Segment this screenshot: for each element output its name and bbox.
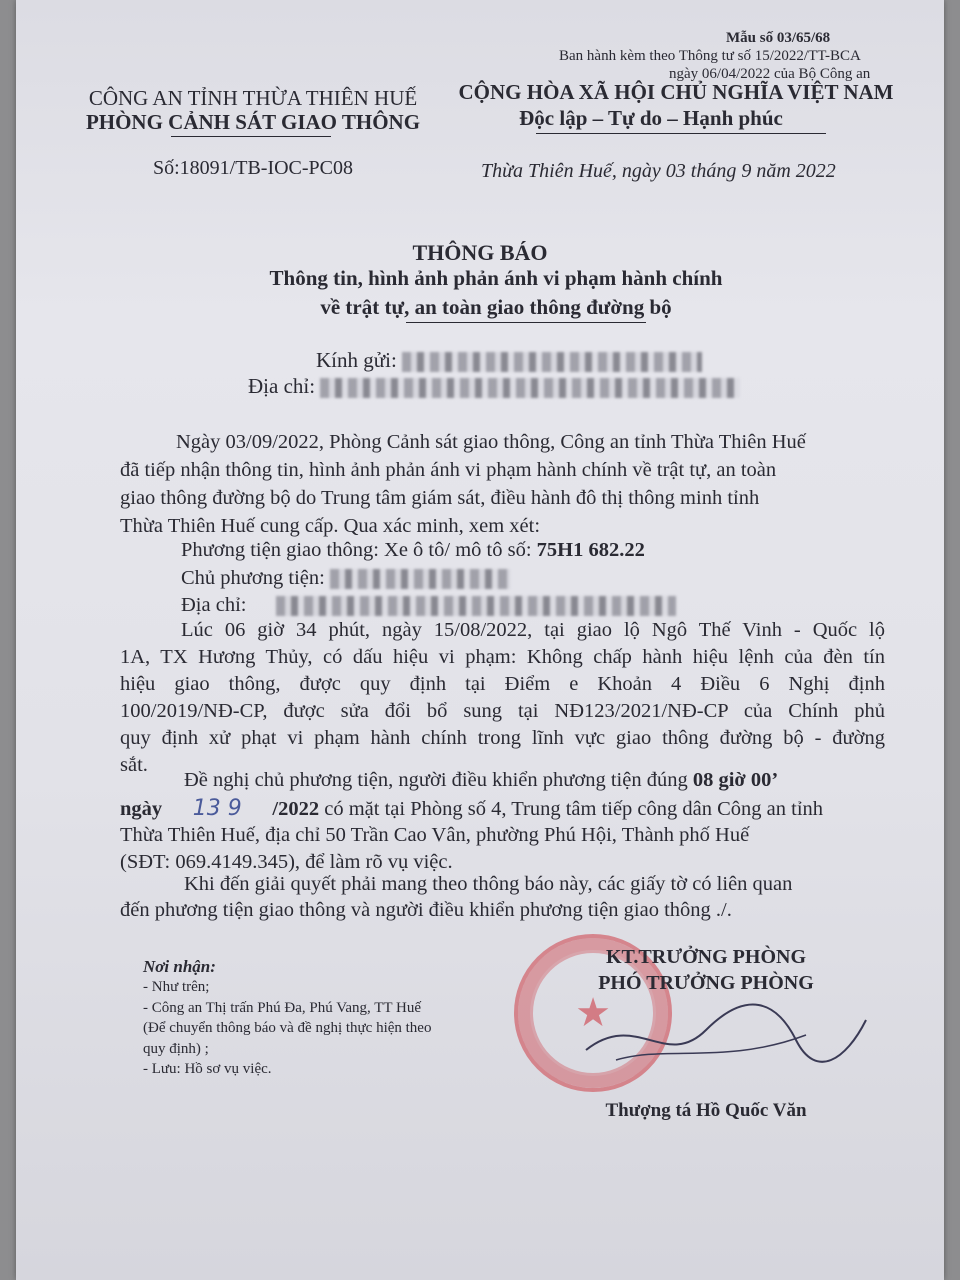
doc-subtitle-2: về trật tự, an toàn giao thông đường bộ	[320, 295, 672, 319]
closing-line-2: đến phương tiện giao thông và người điều khiển phương tiện giao thông ./.	[120, 899, 732, 921]
intro-line-2: đã tiếp nhận thông tin, hình ảnh phản ánh vi phạm hành chính về trật tự, an toàn	[120, 459, 777, 481]
title-underline	[406, 322, 646, 323]
recipients-heading: Nơi nhận:	[143, 957, 216, 976]
intro-line-3: giao thông đường bộ do Trung tâm giám sát, điều hành đô thị thông minh tỉnh	[120, 487, 760, 509]
recipient-item: - Lưu: Hồ sơ vụ việc.	[143, 1061, 272, 1077]
request-text: Đề nghị chủ phương tiện, người điều khiển phương tiện đúng	[184, 769, 688, 791]
owner-label: Chủ phương tiện:	[181, 567, 325, 589]
license-plate: 75H1 682.22	[536, 539, 645, 561]
form-issued-with: Ban hành kèm theo Thông tư số 15/2022/TT-BCA	[559, 48, 861, 64]
stamp-star-icon: ★	[575, 990, 611, 1035]
intro-line-1: Ngày 03/09/2022, Phòng Cảnh sát giao thông, Công an tỉnh Thừa Thiên Huế	[176, 431, 806, 453]
request-line-2	[120, 794, 823, 824]
request-day-label: ngày	[120, 798, 163, 820]
recipient-item: quy định) ;	[143, 1040, 209, 1057]
recipient-address-label: Địa chỉ:	[248, 374, 316, 398]
redacted-owner-address	[276, 596, 676, 616]
vehicle-label: Phương tiện giao thông: Xe ô tô/ mô tô số:	[181, 539, 532, 561]
signature-title-2: PHÓ TRƯỞNG PHÒNG	[598, 972, 814, 994]
redacted-recipient-address	[320, 378, 740, 398]
org-line2: PHÒNG CẢNH SÁT GIAO THÔNG	[85, 110, 421, 134]
form-issued-date: ngày 06/04/2022 của Bộ Công an	[669, 66, 871, 82]
request-line-4: (SĐT: 069.4149.345), để làm rõ vụ việc.	[120, 851, 453, 873]
violation-line-6: sắt.	[120, 754, 148, 776]
doc-subtitle-1: Thông tin, hình ảnh phản ánh vi phạm hành chính	[269, 266, 723, 290]
owner-address-label: Địa chỉ:	[181, 594, 247, 616]
intro-line-4: Thừa Thiên Huế cung cấp. Qua xác minh, xem xét:	[120, 515, 541, 537]
request-location: có mặt tại Phòng số 4, Trung tâm tiếp công dân Công an tỉnh	[324, 798, 824, 820]
recipient-item: - Như trên;	[143, 979, 210, 995]
doc-title: THÔNG BÁO	[412, 240, 548, 265]
recipient-line	[316, 348, 702, 373]
recipient-address-line	[248, 374, 740, 399]
signature-scribble	[576, 990, 876, 1080]
form-number: Mẫu số 03/65/68	[726, 30, 831, 46]
recipient-item: - Công an Thị trấn Phú Đa, Phú Vang, TT Huế	[143, 999, 422, 1016]
handwritten-date: 13 9	[192, 796, 242, 821]
violation-line-1: Lúc 06 giờ 34 phút, ngày 15/08/2022, tại giao lộ Ngô Thế Vinh - Quốc lộ	[181, 619, 885, 641]
violation-line-2: 1A, TX Hương Thủy, có dấu hiệu vi phạm: Không chấp hành hiệu lệnh của đèn tín	[120, 646, 885, 668]
recipients-list	[143, 977, 431, 1080]
request-time: 08 giờ 00’	[692, 769, 779, 791]
place-date: Thừa Thiên Huế, ngày 03 tháng 9 năm 2022	[481, 160, 836, 182]
closing-line-1: Khi đến giải quyết phải mang theo thông báo này, các giấy tờ có liên quan	[184, 873, 793, 895]
redacted-recipient	[402, 352, 702, 372]
violation-line-3: hiệu giao thông, được quy định tại Điểm e Khoản 4 Điều 6 Nghị định	[120, 673, 885, 695]
owner-line	[181, 564, 510, 593]
signer-name: Thượng tá Hồ Quốc Văn	[605, 1100, 807, 1121]
doc-number: Số:18091/TB-IOC-PC08	[152, 157, 354, 179]
request-line-3: Thừa Thiên Huế, địa chỉ 50 Trần Cao Vân, phường Phú Hội, Thành phố Huế	[120, 824, 750, 846]
org-line1: CÔNG AN TỈNH THỪA THIÊN HUẾ	[88, 86, 418, 110]
motto-underline	[536, 133, 826, 134]
recipient-item: (Để chuyển thông báo và đề nghị thực hiện theo	[143, 1020, 432, 1036]
request-line-1	[184, 766, 778, 795]
motto: Độc lập – Tự do – Hạnh phúc	[519, 106, 783, 130]
recipient-label: Kính gửi:	[316, 348, 397, 372]
violation-line-4: 100/2019/NĐ-CP, được sửa đổi bổ sung tại NĐ123/2021/NĐ-CP của Chính phủ	[120, 700, 885, 722]
nation-title: CỘNG HÒA XÃ HỘI CHỦ NGHĨA VIỆT NAM	[458, 80, 894, 104]
request-year: /2022	[272, 798, 320, 820]
violation-line-5: quy định xử phạt vi phạm hành chính trong lĩnh vực giao thông đường bộ - đường	[120, 727, 885, 749]
signature-title-1: KT.TRƯỞNG PHÒNG	[606, 946, 806, 968]
org-underline	[171, 136, 331, 137]
redacted-owner	[330, 569, 510, 589]
document-page	[16, 0, 944, 1280]
vehicle-line	[181, 536, 645, 565]
